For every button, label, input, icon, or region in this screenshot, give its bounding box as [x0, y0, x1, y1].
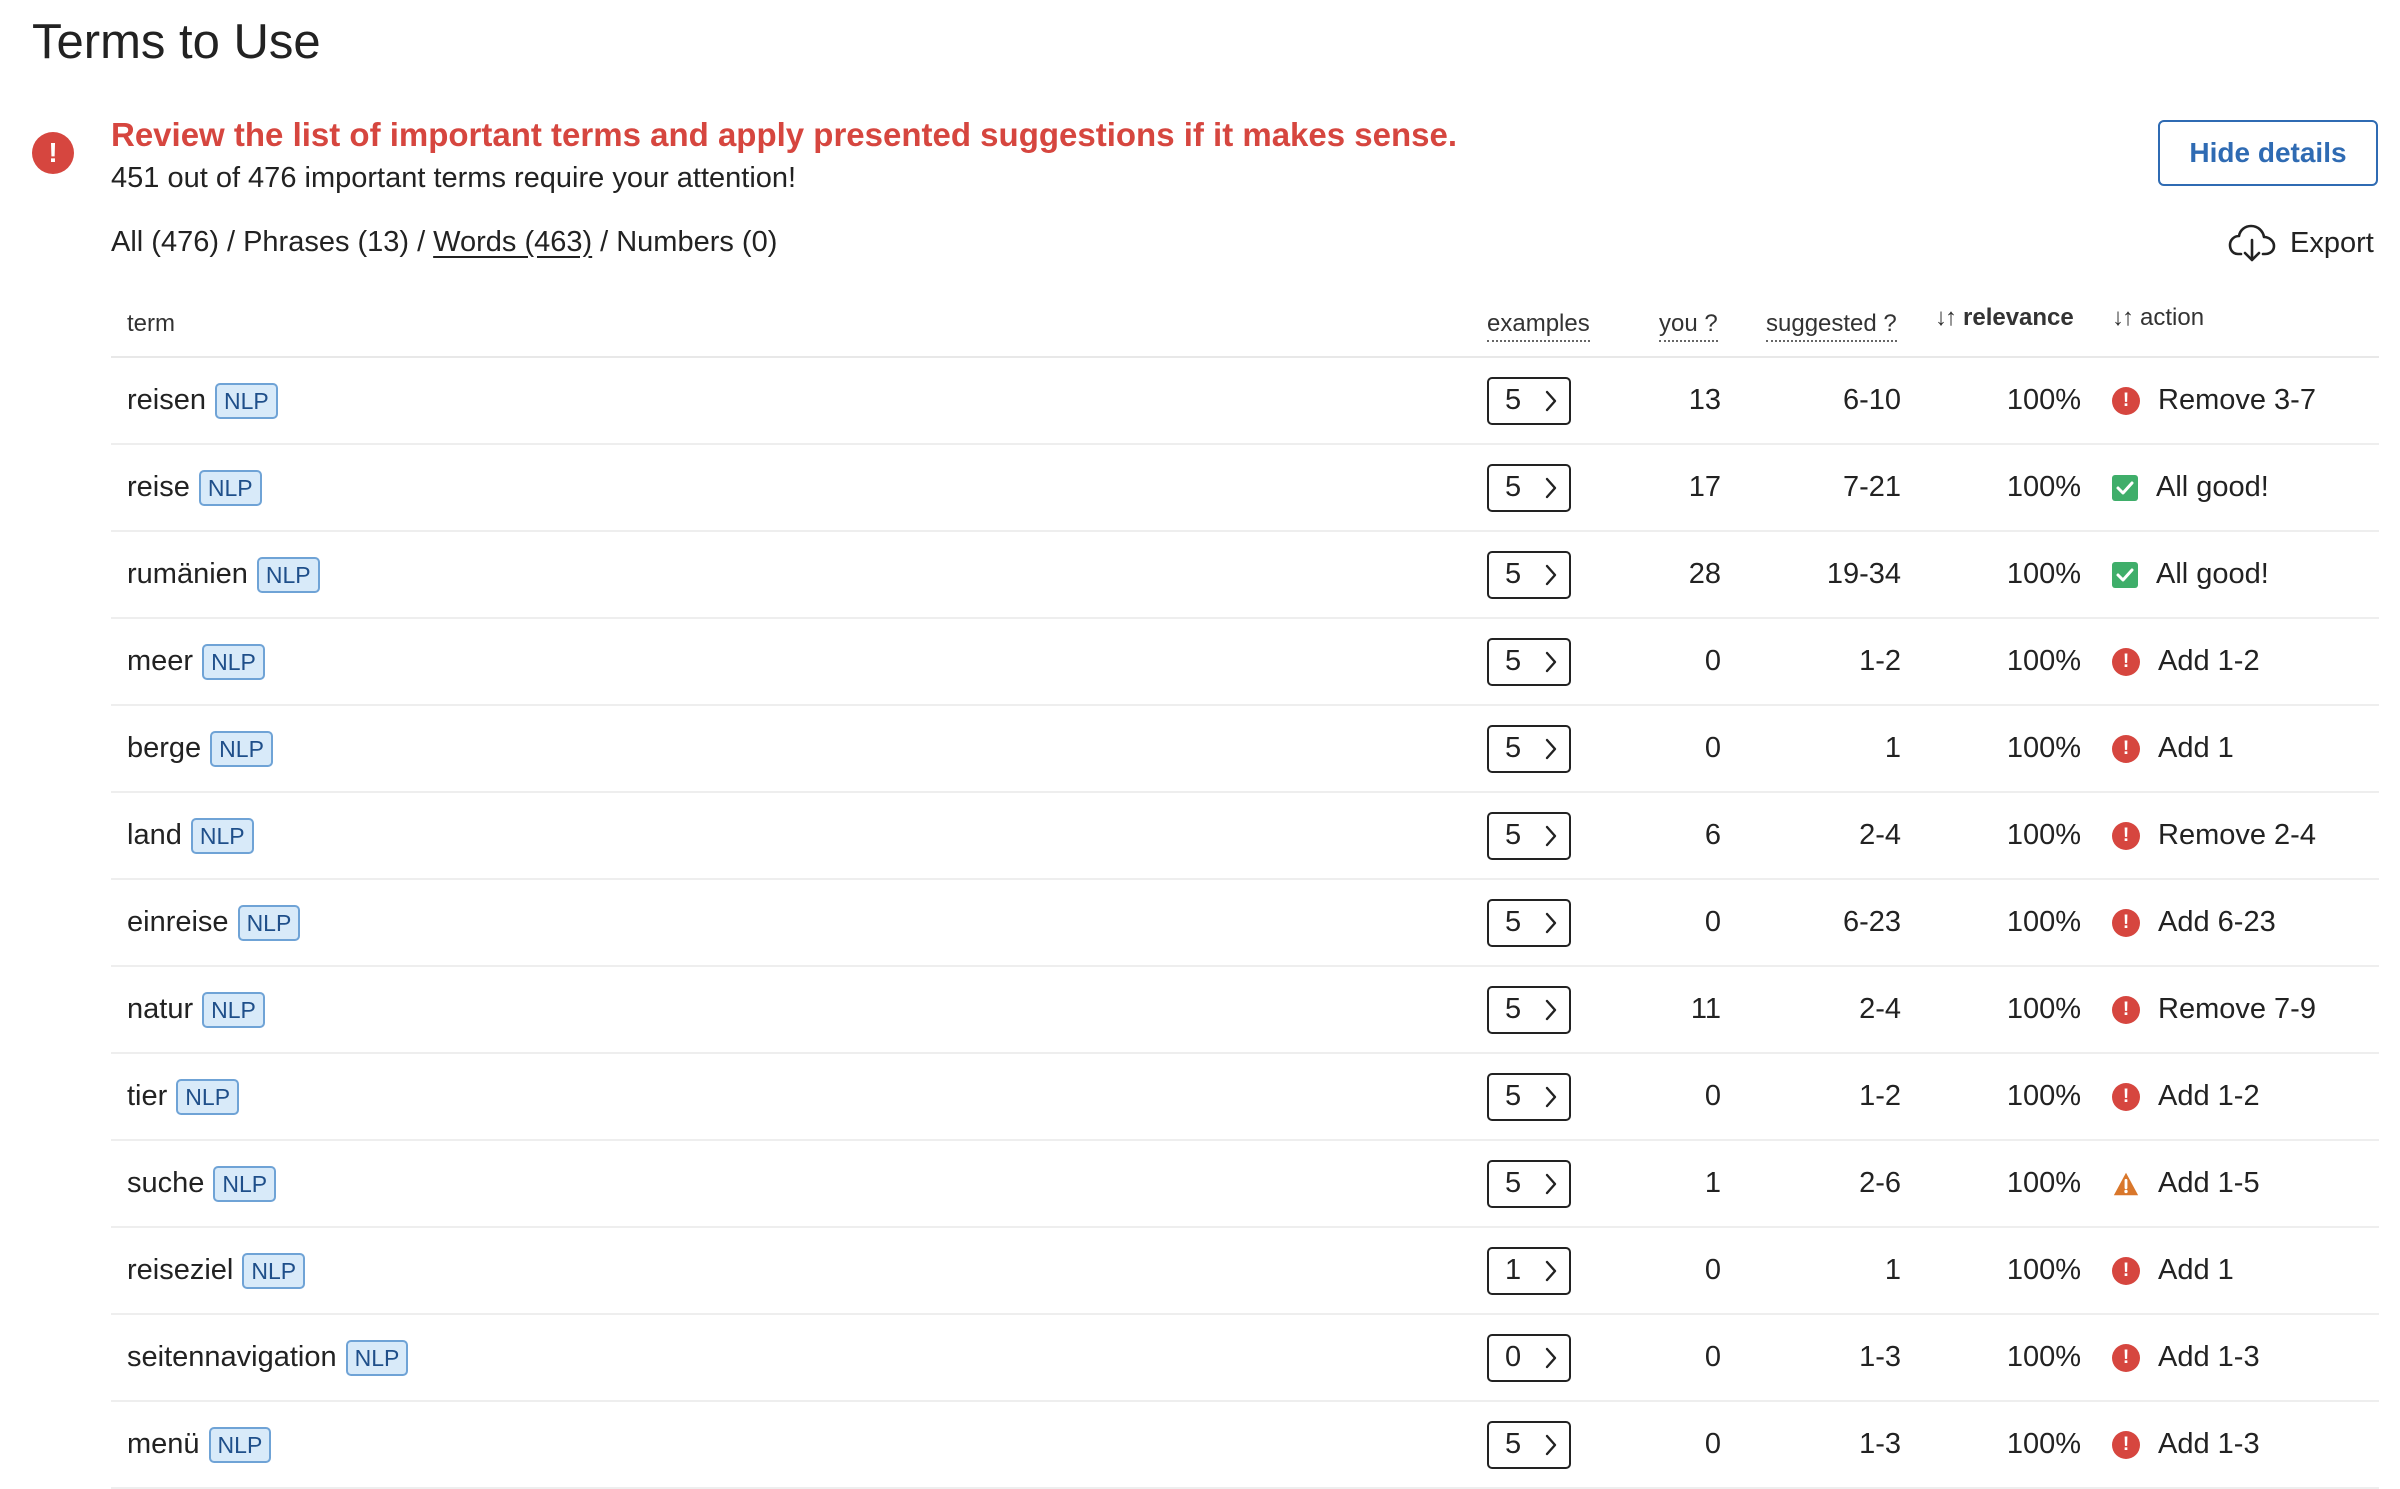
relevance-value: 100% [2006, 1341, 2081, 1373]
term-cell [127, 445, 262, 530]
suggested-range: 1 [1884, 732, 1901, 764]
term-cell [127, 1054, 239, 1139]
relevance-value: 100% [2006, 819, 2081, 851]
error-icon: ! [2112, 909, 2140, 937]
filter-separator: / [417, 226, 426, 258]
examples-cell [1487, 619, 1571, 704]
nlp-badge: NLP [202, 992, 265, 1028]
action-cell [2112, 793, 2316, 878]
suggested-range: 19-34 [1826, 558, 1901, 590]
examples-button[interactable] [1487, 1073, 1571, 1121]
table-row [111, 358, 2379, 445]
term-cell [127, 706, 273, 791]
relevance-value: 100% [2006, 906, 2081, 938]
term-label: einreise [127, 906, 229, 938]
examples-button[interactable] [1487, 986, 1571, 1034]
column-header-term: term [127, 310, 175, 337]
action-label: Add 1-2 [2158, 1080, 2260, 1112]
examples-cell [1487, 532, 1571, 617]
examples-count: 5 [1505, 1080, 1522, 1112]
nlp-badge: NLP [346, 1340, 409, 1376]
examples-cell [1487, 793, 1571, 878]
you-count: 28 [1688, 558, 1721, 590]
you-count: 0 [1704, 645, 1721, 677]
term-label: land [127, 819, 182, 851]
chevron-right-icon [1543, 1085, 1559, 1109]
term-label: seitennavigation [127, 1341, 337, 1373]
filter-all-link[interactable]: All (476) [111, 226, 219, 258]
examples-cell [1487, 880, 1571, 965]
action-label: Remove 2-4 [2158, 819, 2316, 851]
examples-count: 0 [1505, 1341, 1522, 1373]
relevance-value: 100% [2006, 993, 2081, 1025]
check-icon [2112, 475, 2138, 501]
term-cell [127, 1402, 271, 1487]
chevron-right-icon [1543, 1172, 1559, 1196]
examples-button[interactable] [1487, 1247, 1571, 1295]
chevron-right-icon [1543, 563, 1559, 587]
examples-count: 5 [1505, 819, 1522, 851]
suggested-range: 1 [1884, 1254, 1901, 1286]
sort-icon: ↓↑ [2112, 304, 2132, 331]
error-icon: ! [2112, 996, 2140, 1024]
suggested-range: 1-2 [1859, 645, 1901, 677]
term-label: berge [127, 732, 202, 764]
error-icon: ! [2112, 648, 2140, 676]
relevance-value: 100% [2006, 1167, 2081, 1199]
nlp-badge: NLP [238, 905, 301, 941]
chevron-right-icon [1543, 1346, 1559, 1370]
column-header-action-label: action [2140, 304, 2205, 331]
term-type-filter [111, 226, 777, 259]
error-icon: ! [2112, 1257, 2140, 1285]
suggested-range: 6-23 [1842, 906, 1901, 938]
error-icon: ! [2112, 1431, 2140, 1459]
nlp-badge: NLP [191, 818, 254, 854]
check-icon [2112, 562, 2138, 588]
you-count: 17 [1688, 471, 1721, 503]
you-count: 0 [1704, 1080, 1721, 1112]
examples-count: 5 [1505, 471, 1522, 503]
chevron-right-icon [1543, 650, 1559, 674]
examples-count: 5 [1505, 558, 1522, 590]
column-header-action[interactable] [2112, 304, 2204, 332]
relevance-value: 100% [2006, 1254, 2081, 1286]
examples-count: 5 [1505, 732, 1522, 764]
examples-button[interactable] [1487, 551, 1571, 599]
examples-button[interactable] [1487, 812, 1571, 860]
nlp-badge: NLP [213, 1166, 276, 1202]
term-cell [127, 1141, 276, 1226]
chevron-right-icon [1543, 476, 1559, 500]
relevance-value: 100% [2006, 384, 2081, 416]
table-body [111, 358, 2379, 1489]
sort-icon: ↓↑ [1935, 304, 1955, 331]
action-label: Remove 3-7 [2158, 384, 2316, 416]
suggested-range: 1-3 [1859, 1341, 1901, 1373]
nlp-badge: NLP [215, 383, 278, 419]
action-label: All good! [2156, 471, 2269, 503]
examples-cell [1487, 1228, 1571, 1313]
you-count: 13 [1688, 384, 1721, 416]
examples-count: 5 [1505, 1428, 1522, 1460]
suggested-range: 2-6 [1859, 1167, 1901, 1199]
action-label: Add 1-5 [2158, 1167, 2260, 1199]
filter-words-link[interactable]: Words (463) [433, 226, 593, 258]
examples-button[interactable] [1487, 638, 1571, 686]
error-icon: ! [2112, 1344, 2140, 1372]
chevron-right-icon [1543, 737, 1559, 761]
action-cell [2112, 1402, 2260, 1487]
table-header [111, 294, 2379, 358]
you-count: 0 [1704, 1428, 1721, 1460]
term-label: menü [127, 1428, 200, 1460]
table-row [111, 1141, 2379, 1228]
examples-button[interactable] [1487, 725, 1571, 773]
export-label: Export [2290, 226, 2374, 259]
examples-count: 5 [1505, 1167, 1522, 1199]
error-icon: ! [2112, 735, 2140, 763]
suggested-range: 1-2 [1859, 1080, 1901, 1112]
you-count: 6 [1704, 819, 1721, 851]
table-row [111, 532, 2379, 619]
term-label: rumänien [127, 558, 248, 590]
term-label: reisen [127, 384, 206, 416]
examples-cell [1487, 445, 1571, 530]
chevron-right-icon [1543, 389, 1559, 413]
error-icon: ! [2112, 822, 2140, 850]
nlp-badge: NLP [199, 470, 262, 506]
filter-phrases-link[interactable]: Phrases (13) [243, 226, 410, 258]
nlp-badge: NLP [242, 1253, 305, 1289]
alert-title: Review the list of important terms and apply presented suggestions if it makes sense. [111, 116, 1458, 153]
action-cell [2112, 1315, 2260, 1400]
term-label: reise [127, 471, 190, 503]
relevance-value: 100% [2006, 732, 2081, 764]
term-cell [127, 793, 254, 878]
table-row [111, 445, 2379, 532]
column-header-suggested[interactable]: suggested ? [1766, 310, 1897, 342]
examples-cell [1487, 1315, 1571, 1400]
you-count: 1 [1704, 1167, 1721, 1199]
action-cell [2112, 880, 2276, 965]
relevance-value: 100% [2006, 471, 2081, 503]
term-label: tier [127, 1080, 168, 1112]
term-label: natur [127, 993, 194, 1025]
action-cell [2112, 619, 2260, 704]
examples-button[interactable] [1487, 1160, 1571, 1208]
term-cell [127, 1315, 408, 1400]
examples-count: 5 [1505, 993, 1522, 1025]
action-cell [2112, 358, 2316, 443]
term-cell [127, 358, 278, 443]
error-icon: ! [2112, 1083, 2140, 1111]
nlp-badge: NLP [202, 644, 265, 680]
export-button[interactable] [2228, 222, 2374, 264]
term-label: reiseziel [127, 1254, 234, 1286]
suggested-range: 6-10 [1842, 384, 1901, 416]
action-label: Add 1-2 [2158, 645, 2260, 677]
nlp-badge: NLP [257, 557, 320, 593]
chevron-right-icon [1543, 824, 1559, 848]
relevance-value: 100% [2006, 558, 2081, 590]
you-count: 0 [1704, 1341, 1721, 1373]
term-cell [127, 619, 265, 704]
table-row [111, 1315, 2379, 1402]
action-cell [2112, 1228, 2234, 1313]
action-cell [2112, 1054, 2260, 1139]
term-cell [127, 532, 320, 617]
page-title: Terms to Use [32, 15, 321, 69]
examples-cell [1487, 1402, 1571, 1487]
filter-numbers-link[interactable]: Numbers (0) [616, 226, 778, 258]
examples-count: 5 [1505, 906, 1522, 938]
action-cell [2112, 532, 2269, 617]
relevance-value: 100% [2006, 1428, 2081, 1460]
table-row [111, 967, 2379, 1054]
nlp-badge: NLP [209, 1427, 272, 1463]
suggested-range: 1-3 [1859, 1428, 1901, 1460]
examples-count: 1 [1505, 1254, 1522, 1286]
action-label: Add 1 [2158, 1254, 2234, 1286]
action-label: Remove 7-9 [2158, 993, 2316, 1025]
error-icon: ! [2112, 387, 2140, 415]
alert-subtitle: 451 out of 476 important terms require your attention! [111, 162, 797, 194]
you-count: 11 [1690, 993, 1721, 1025]
term-label: meer [127, 645, 194, 677]
action-cell [2112, 706, 2234, 791]
you-count: 0 [1704, 732, 1721, 764]
examples-button[interactable] [1487, 899, 1571, 947]
table-row [111, 880, 2379, 967]
you-count: 0 [1704, 906, 1721, 938]
chevron-right-icon [1543, 1259, 1559, 1283]
cloud-download-icon [2228, 222, 2276, 264]
terms-table [111, 294, 2379, 1489]
nlp-badge: NLP [176, 1079, 239, 1115]
table-row [111, 1054, 2379, 1141]
action-label: Add 1-3 [2158, 1428, 2260, 1460]
table-row [111, 706, 2379, 793]
action-cell [2112, 445, 2269, 530]
table-row [111, 1402, 2379, 1489]
examples-cell [1487, 358, 1571, 443]
term-cell [127, 967, 265, 1052]
you-count: 0 [1704, 1254, 1721, 1286]
examples-cell [1487, 706, 1571, 791]
examples-cell [1487, 1141, 1571, 1226]
action-label: All good! [2156, 558, 2269, 590]
examples-button[interactable] [1487, 464, 1571, 512]
nlp-badge: NLP [210, 731, 273, 767]
column-header-examples[interactable]: examples [1487, 310, 1590, 342]
action-cell [2112, 967, 2316, 1052]
suggested-range: 7-21 [1842, 471, 1901, 503]
examples-count: 5 [1505, 384, 1522, 416]
term-cell [127, 1228, 305, 1313]
column-header-you[interactable]: you ? [1659, 310, 1718, 342]
examples-button[interactable] [1487, 377, 1571, 425]
term-cell [127, 880, 300, 965]
examples-count: 5 [1505, 645, 1522, 677]
table-row [111, 1228, 2379, 1315]
table-row [111, 793, 2379, 880]
action-label: Add 1 [2158, 732, 2234, 764]
suggested-range: 2-4 [1859, 993, 1901, 1025]
relevance-value: 100% [2006, 645, 2081, 677]
term-label: suche [127, 1167, 205, 1199]
examples-cell [1487, 1054, 1571, 1139]
error-circle-icon: ! [32, 132, 74, 174]
chevron-right-icon [1543, 998, 1559, 1022]
action-label: Add 1-3 [2158, 1341, 2260, 1373]
filter-separator: / [227, 226, 236, 258]
column-header-relevance-label: relevance [1963, 304, 2074, 331]
action-label: Add 6-23 [2158, 906, 2276, 938]
examples-button[interactable] [1487, 1334, 1571, 1382]
examples-cell [1487, 967, 1571, 1052]
chevron-right-icon [1543, 1433, 1559, 1457]
examples-button[interactable] [1487, 1421, 1571, 1469]
suggested-range: 2-4 [1859, 819, 1901, 851]
relevance-value: 100% [2006, 1080, 2081, 1112]
filter-separator: / [600, 226, 609, 258]
table-row [111, 619, 2379, 706]
action-cell [2112, 1141, 2260, 1226]
warning-icon [2112, 1170, 2140, 1198]
column-header-relevance[interactable] [1935, 304, 2074, 332]
hide-details-button[interactable]: Hide details [2158, 120, 2378, 186]
chevron-right-icon [1543, 911, 1559, 935]
